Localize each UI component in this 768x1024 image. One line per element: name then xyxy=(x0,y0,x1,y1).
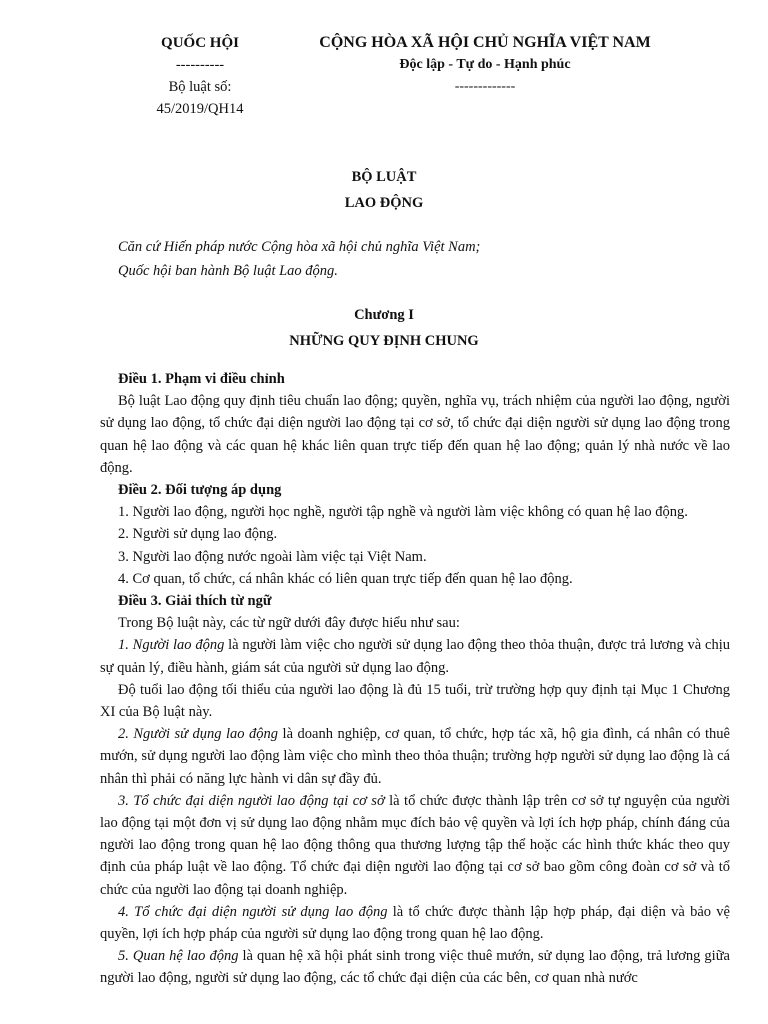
document-title xyxy=(0,164,768,216)
country-name: CỘNG HÒA XÃ HỘI CHỦ NGHĨA VIỆT NAM xyxy=(319,34,651,51)
definition-2-term: 2. Người sử dụng lao động xyxy=(118,726,279,743)
chapter-number: Chương I xyxy=(354,307,414,323)
definition-1-text: là người làm việc cho người sử dụng lao động theo thỏa thuận, được trả lương và chịu sự quản lý, điều hành, giám sát của người sử dụng lao động. xyxy=(100,637,730,676)
document-body xyxy=(100,368,730,990)
definition-3-term: 3. Tổ chức đại diện người lao động tại cơ sở xyxy=(118,792,385,809)
definition-1 xyxy=(100,634,730,678)
title-line-2: LAO ĐỘNG xyxy=(344,195,424,211)
article-1-heading: Điều 1. Phạm vi điều chỉnh xyxy=(118,371,285,387)
article-1-text: Bộ luật Lao động quy định tiêu chuẩn lao động; quyền, nghĩa vụ, trách nhiệm của người lao động, người sử dụng lao động, tổ chức đại diện người lao động tại cơ sở, tổ chức đại diện người sử dụng lao động trong quan hệ lao động và các quan hệ khác liên quan trực tiếp đến quan hệ lao động; quản lý nhà nước về lao động. xyxy=(100,393,730,476)
title-line-1: BỘ LUẬT xyxy=(351,169,417,185)
definition-3-text: là tổ chức được thành lập trên cơ sở tự nguyện của người lao động tại một đơn vị sử dụng lao động nhằm mục đích bảo vệ quyền và lợi ích hợp pháp, chính đáng của người lao động trong quan hệ lao động thông qua thương lượng tập thể hoặc các hình thức khác theo quy định của pháp luật về lao động. Tổ chức đại diện người lao động tại cơ sở bao gồm công đoàn cơ sở và tổ chức của người lao động tại doanh nghiệp. xyxy=(100,792,731,898)
issuer-block xyxy=(110,32,290,120)
definition-1-note: Độ tuổi lao động tối thiểu của người lao động là đủ 15 tuổi, trừ trường hợp quy định tại Mục 1 Chương XI của Bộ luật này. xyxy=(100,681,730,721)
preamble-line-2: Quốc hội ban hành Bộ luật Lao động. xyxy=(118,263,338,279)
chapter-name: NHỮNG QUY ĐỊNH CHUNG xyxy=(289,333,479,349)
definition-1-term: 1. Người lao động xyxy=(118,637,225,654)
definition-5-text: là quan hệ xã hội phát sinh trong việc thuê mướn, sử dụng lao động, trả lương giữa người lao động, người sử dụng lao động, các tổ chức đại diện của các bên, cơ quan nhà nước xyxy=(100,948,730,987)
article-2-heading: Điều 2. Đối tượng áp dụng xyxy=(118,482,282,499)
national-motto: Độc lập - Tự do - Hạnh phúc xyxy=(399,57,571,72)
definition-4 xyxy=(100,901,730,945)
definition-3 xyxy=(100,790,730,901)
article-3-intro: Trong Bộ luật này, các từ ngữ dưới đây được hiểu như sau: xyxy=(118,615,460,632)
article-3-heading: Điều 3. Giải thích từ ngữ xyxy=(118,593,272,610)
article-2-item-4: 4. Cơ quan, tổ chức, cá nhân khác có liên quan trực tiếp đến quan hệ lao động. xyxy=(118,570,573,587)
definition-4-text: là tổ chức được thành lập hợp pháp, đại diện và bảo vệ quyền, lợi ích hợp pháp của người sử dụng lao động trong quan hệ lao động. xyxy=(100,903,730,943)
article-2-item-3: 3. Người lao động nước ngoài làm việc tại Việt Nam. xyxy=(118,548,427,565)
motto-divider: ------------- xyxy=(454,79,516,94)
definition-4-term: 4. Tổ chức đại diện người sử dụng lao động xyxy=(118,903,388,920)
national-title-block xyxy=(300,32,670,98)
chapter-heading xyxy=(0,302,768,354)
issuer-name: QUỐC HỘI xyxy=(161,35,239,51)
preamble xyxy=(118,235,718,283)
definition-5-term: 5. Quan hệ lao động xyxy=(118,948,239,965)
definition-2-text: là doanh nghiệp, cơ quan, tổ chức, hợp tác xã, hộ gia đình, cá nhân có thuê mướn, sử dụng người lao động làm việc cho mình theo thỏa thuận; trường hợp người sử dụng lao động là cá nhân thì phải có năng lực hành vi dân sự đầy đủ. xyxy=(100,726,730,787)
definition-2 xyxy=(100,723,730,790)
issuer-divider: ---------- xyxy=(175,57,225,73)
article-2-item-1: 1. Người lao động, người học nghề, người tập nghề và người làm việc không có quan hệ lao động. xyxy=(118,504,688,521)
law-number-label: Bộ luật số: xyxy=(168,79,232,95)
definition-5 xyxy=(100,945,730,989)
document-header xyxy=(0,32,768,122)
law-number: 45/2019/QH14 xyxy=(156,101,244,117)
article-2-item-2: 2. Người sử dụng lao động. xyxy=(118,526,278,543)
preamble-line-1: Căn cứ Hiến pháp nước Cộng hòa xã hội chủ nghĩa Việt Nam; xyxy=(118,239,481,255)
